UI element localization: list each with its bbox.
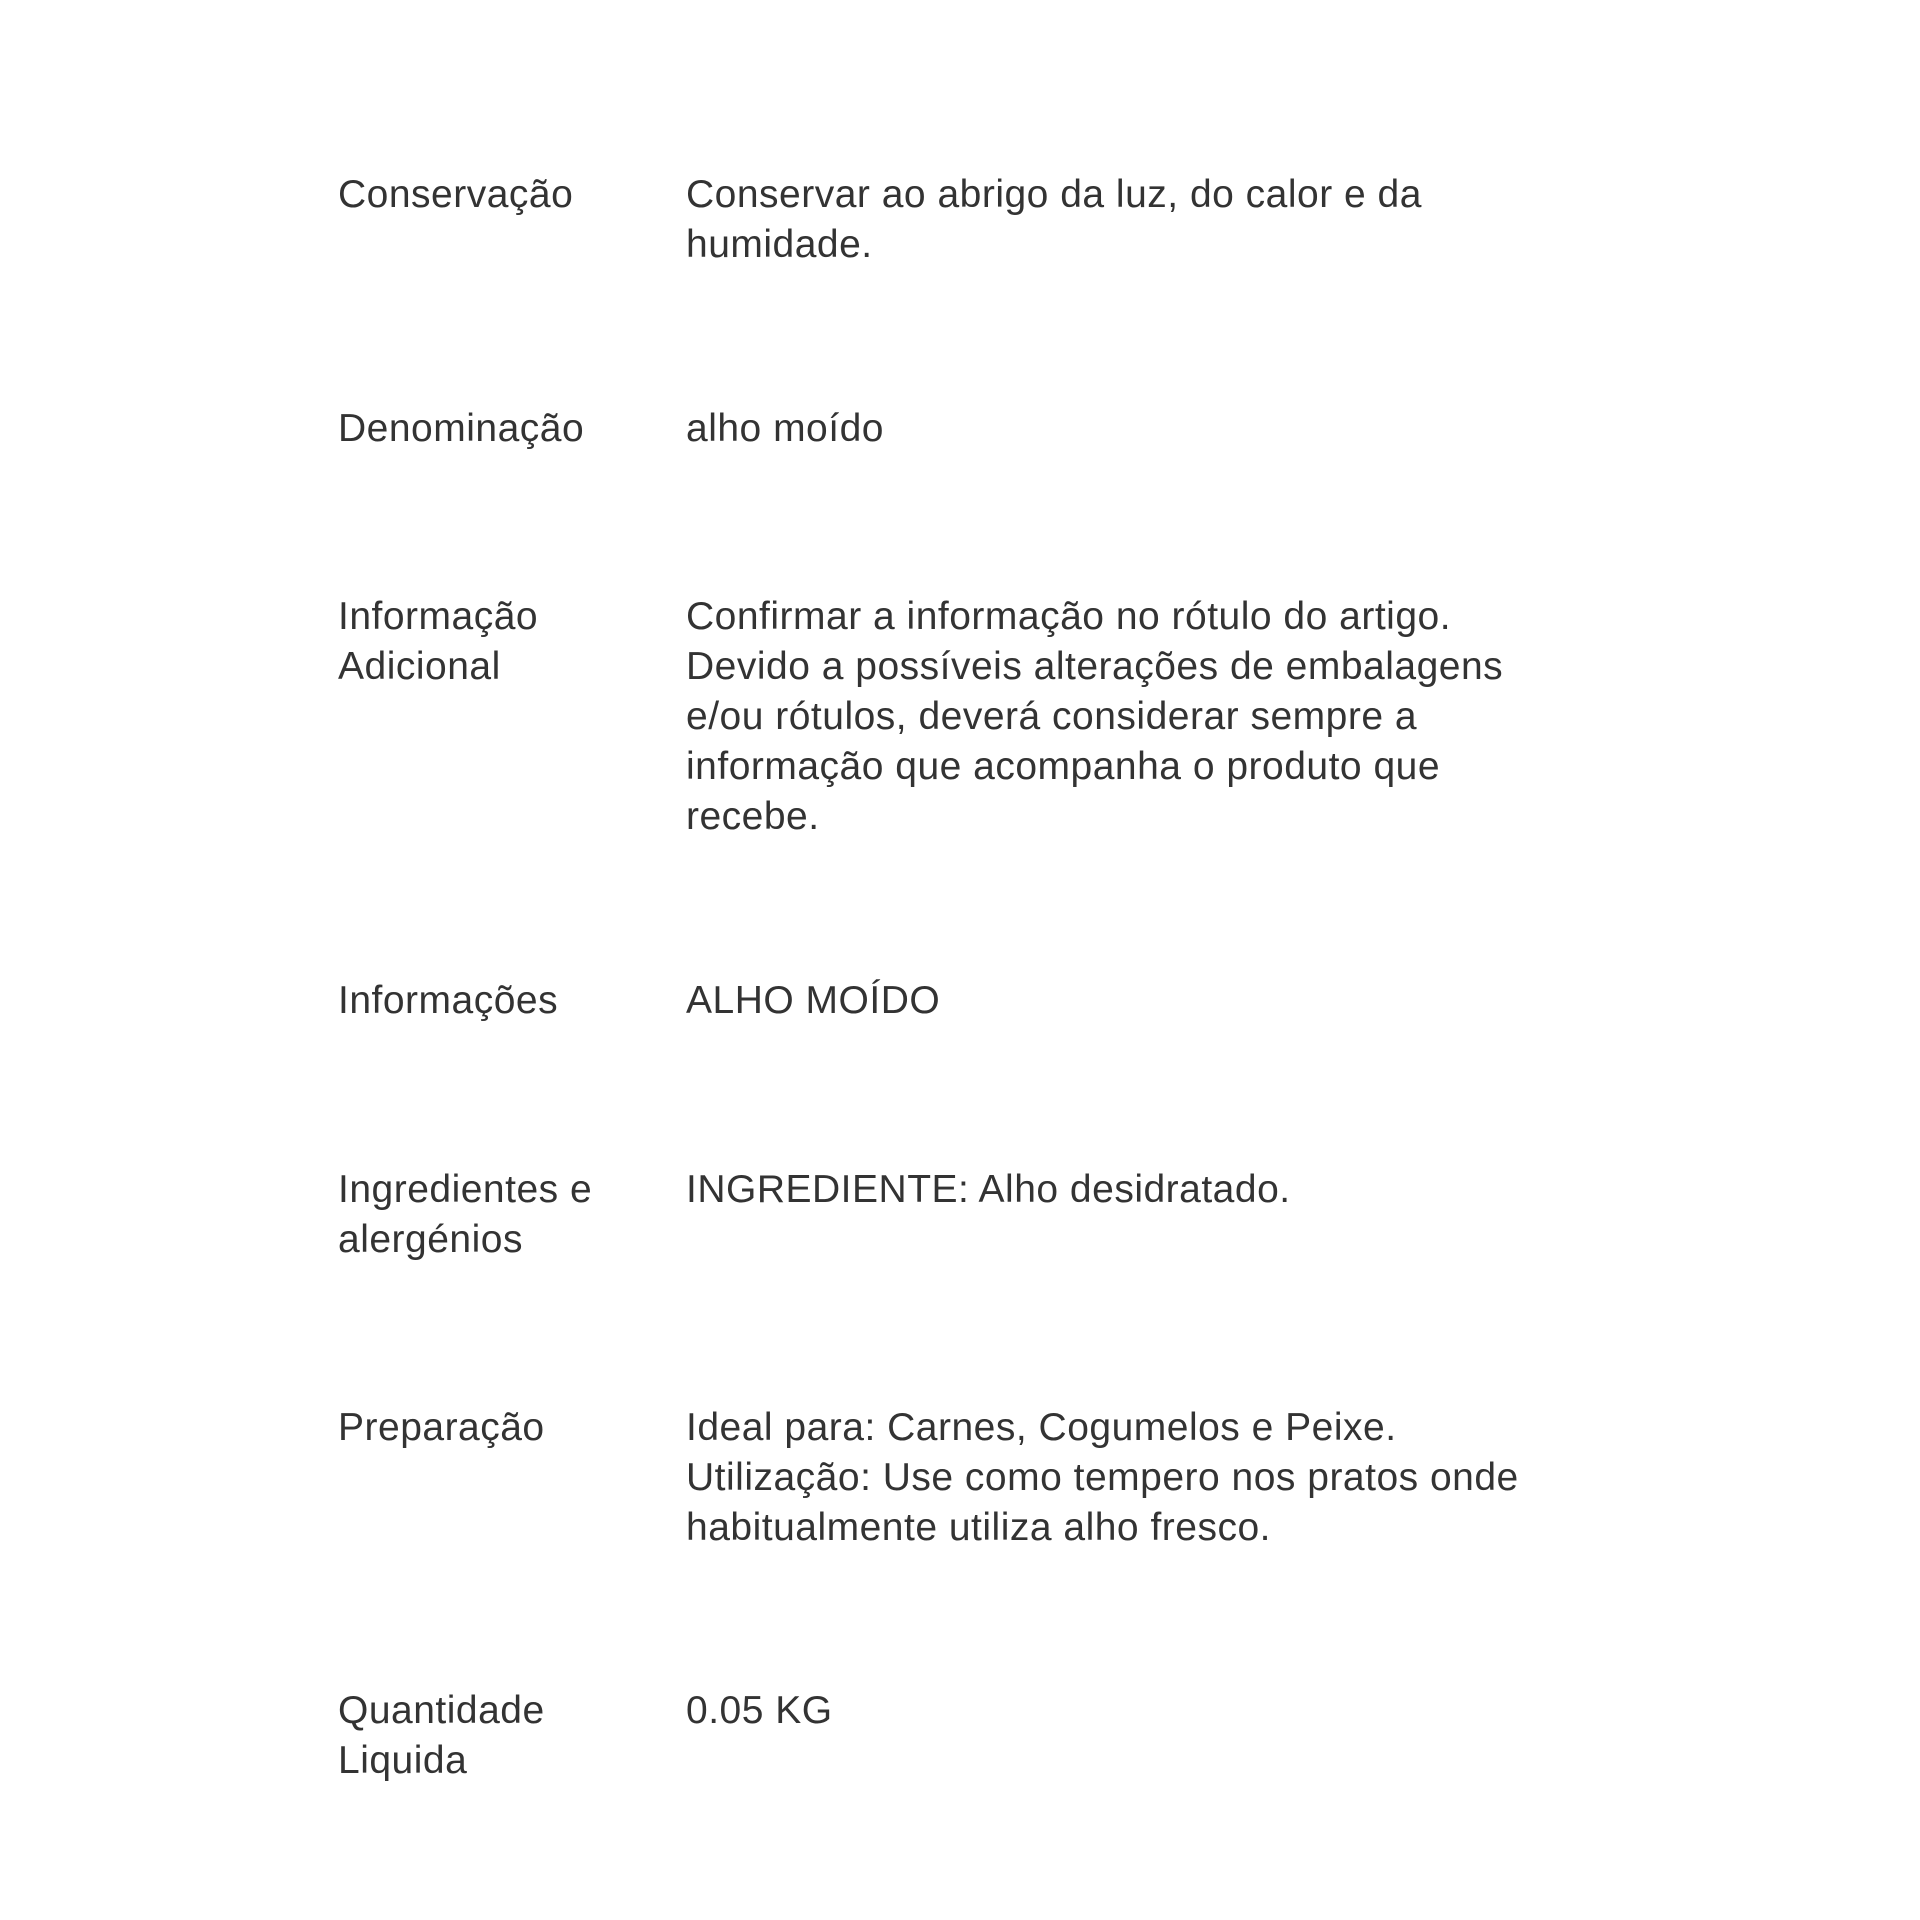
- row-label-informacoes: Informações: [338, 979, 559, 1022]
- row-value-ingredientes: INGREDIENTE: Alho desidratado.: [686, 1168, 1291, 1211]
- row-label-preparacao: Preparação: [338, 1406, 545, 1449]
- info-row-quantidade-liquida: [338, 1686, 1598, 1786]
- row-label-ingredientes: Ingredientes e alergénios: [338, 1168, 593, 1261]
- row-value-preparacao: Ideal para: Carnes, Cogumelos e Peixe. Utilização: Use como tempero nos pratos onde habitualmente utiliza alho fresco.: [686, 1406, 1519, 1549]
- row-value-quantidade-liquida: 0.05 KG: [686, 1689, 833, 1732]
- info-row-preparacao: [338, 1403, 1598, 1553]
- row-label-conservacao: Conservação: [338, 173, 574, 216]
- row-value-informacoes: ALHO MOÍDO: [686, 979, 941, 1022]
- info-row-informacao-adicional: [338, 592, 1598, 842]
- info-row-ingredientes: [338, 1165, 1598, 1265]
- info-row-informacoes: [338, 976, 1598, 1026]
- row-label-informacao-adicional: Informação Adicional: [338, 595, 539, 688]
- info-row-conservacao: [338, 170, 1598, 270]
- row-value-conservacao: Conservar ao abrigo da luz, do calor e da humidade.: [686, 173, 1422, 266]
- row-label-quantidade-liquida: Quantidade Liquida: [338, 1689, 545, 1782]
- row-value-informacao-adicional: Confirmar a informação no rótulo do artigo. Devido a possíveis alterações de embalagens e/ou rótulos, deverá considerar sempre a informação que acompanha o produto que recebe.: [686, 595, 1504, 838]
- row-label-denominacao: Denominação: [338, 407, 585, 450]
- row-value-denominacao: alho moído: [686, 407, 884, 450]
- info-row-denominacao: [338, 404, 1598, 454]
